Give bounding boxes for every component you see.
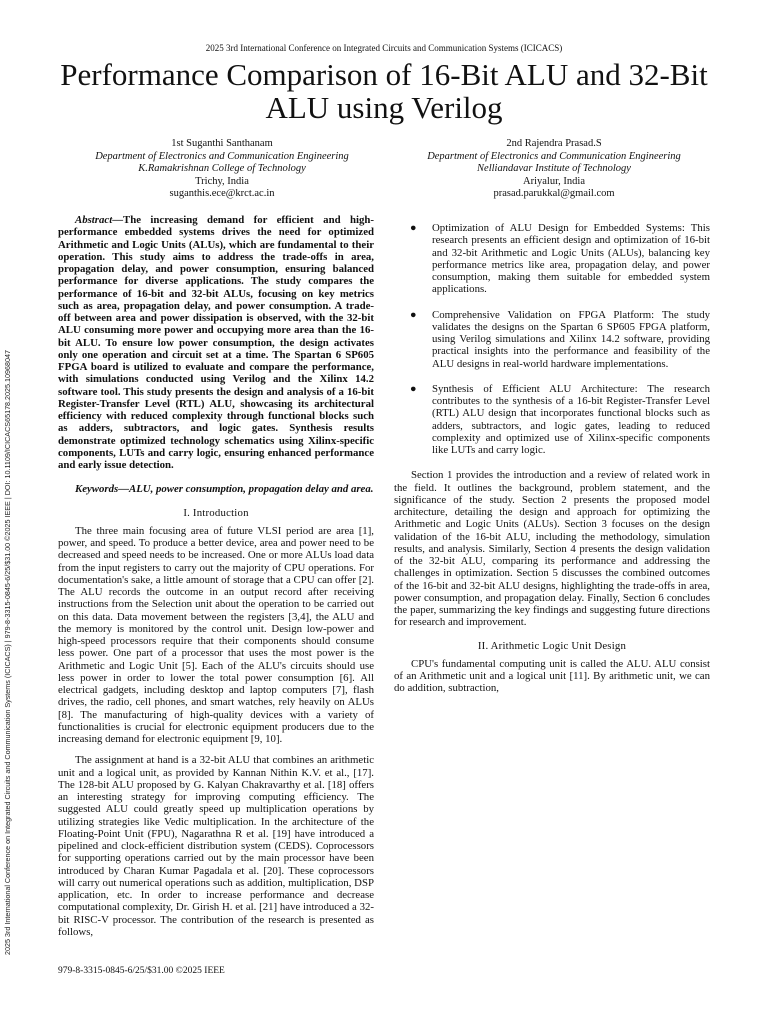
alu-paragraph: CPU's fundamental computing unit is called the ALU. ALU consist of an Arithmetic unit and a logical unit [11]. By arithmetic unit, we can do addition, subtraction, bbox=[394, 657, 710, 695]
bullet-icon: ● bbox=[410, 222, 417, 234]
abstract: Abstract—The increasing demand for efficient and high-performance embedded systems drives the need for optimized Arithmetic and Logic Units (ALUs), which are fundamental to their operation. This study aims to address the trade-offs in area, propagation delay, and power consumption, ensuring balanced performance for diverse applications. The study compares the performance of 16-bit and 32-bit ALUs, focusing on key metrics such as area, propagation delay, and power consumption. A trade-off between area and power dissipation is observed, with the 32-bit ALU consuming more power and occupying more area than the 16-bit ALU. To ensure low power consumption, the design activates only one operation and circuit set at a time. The Spartan 6 SP605 FPGA board is utilized to evaluate and compare the performance, with simulations conducted using Verilog and the Xilinx 14.2 software tool. This study presents the design and analysis of a 16-bit Register-Transfer Level (RTL) ALU, showcasing its architectural efficiency with reduced complexity through functional blocks such as adders, subtractors, and logic gates. Synthesis results demonstrate optimized technology schematics using Xilinx-specific components, LUTs and carry logic, ensuring enhanced performance and early issue detection. bbox=[58, 214, 374, 471]
contribution-text: Optimization of ALU Design for Embedded Systems: This research presents an efficient design and optimization of 16-bit and 32-bit Arithmetic and Logic Units (ALUs), balancing key performance metrics like area, propagation delay, and power consumption, making them suitable for embedded system applications. bbox=[432, 222, 710, 296]
keywords-text: ALU, power consumption, propagation delay and area. bbox=[129, 483, 374, 496]
right-column bbox=[394, 214, 710, 695]
author-location: Trichy, India bbox=[195, 175, 249, 187]
abstract-label: Abstract bbox=[75, 214, 113, 226]
section-heading: I. Introduction bbox=[183, 506, 249, 519]
keywords: Keywords—ALU, power consumption, propagation delay and area. bbox=[75, 483, 374, 496]
intro-paragraph-2: The assignment at hand is a 32-bit ALU that combines an arithmetic unit and a logical unit, as provided by Kannan Nithin K.V. et al., [17]. The 128-bit ALU proposed by G. Kalyan Chakravarthy et al. [18] offers an interesting strategy for improving computing efficiency. The suggested ALU could greatly speed up multiplication operations by utilizing strategies like Vedic multiplication. In the architecture of the Floating-Point Unit (FPU), Nagarathna R et al. [19] have introduced a pipelined and clock-efficient distribution system (CEDS). Coprocessors for supporting operations carried out by the main processor have been introduced by Charan Kumar Pagadala et al. [20]. These coprocessors will carry out numerical operations such as addition, multiplication, DSP application, etc. In order to increase performance and decrease computational complexity, Dr. Girish H. et al. [21] have introduced a 32-bit RISC-V processor. The contribution of the research is presented as follows, bbox=[58, 754, 374, 938]
paper-title: Performance Comparison of 16-Bit ALU and 32-Bit ALU using Verilog bbox=[60, 57, 708, 125]
copyright-footer: 979-8-3315-0845-6/25/$31.00 ©2025 IEEE bbox=[58, 966, 225, 976]
intro-paragraph-1: The three main focusing area of future VLSI period are area [1], power, and speed. To produce a better device, area and power need to be decreased and speed needs to be increased. One or more ALUs load data from the input registers to carry out the majority of CPU operations. For documentation's sake, a little amount of storage that a CPU can offer [2]. The ALU records the outcome in an output record after receiving instructions from the Selection unit about the operation to be carried out on this data. Data movement between the registers [3,4], the ALU and the memory is monitored by the control unit. Design low-power and high-speed processors require that their components should consume less power. One part of a processor that uses the most power is the Arithmetic and Logic Unit [5]. Each of the ALU's circuits should use less power in order to lower the total power consumption [6]. All electrical gadgets, including desktop and laptop computers [7], flash drives, the radio, cell phones, and smart watches, rely heavily on ALUs [8]. The manufacturing of high-quality devices with a variety of functionalities is crucial for electronic equipment producers due to the increasing demand for electronic equipment [9, 10]. bbox=[58, 524, 374, 745]
section-heading: II. Arithmetic Logic Unit Design bbox=[477, 639, 627, 652]
contribution-text: Comprehensive Validation on FPGA Platform: The study validates the designs on the Spartan 6 SP605 FPGA platform, using Verilog simulations and Xilinx 14.2 software, providing practical insights into the performance and feasibility of the ALU designs in real-world hardware implementations. bbox=[432, 308, 710, 370]
list-item bbox=[410, 308, 710, 370]
author-institution: K.Ramakrishnan College of Technology bbox=[138, 163, 306, 174]
conference-header: 2025 3rd International Conference on Integrated Circuits and Communication Systems (ICICACS) bbox=[205, 43, 563, 53]
author-email: suganthis.ece@krct.ac.in bbox=[169, 188, 275, 199]
author-email: prasad.parukkal@gmail.com bbox=[493, 188, 615, 199]
author-name: 2nd Rajendra Prasad.S bbox=[506, 138, 602, 149]
author-department: Department of Electronics and Communication Engineering bbox=[427, 150, 681, 162]
list-item bbox=[410, 382, 710, 457]
abstract-text: The increasing demand for efficient and high-performance embedded systems drives the need for optimized Arithmetic and Logic Units (ALUs), which are fundamental to their operation. This study aims to address the trade-offs in area, propagation delay, and power consumption, ensuring balanced performance for diverse applications. The study compares the performance of 16-bit and 32-bit ALUs, focusing on key metrics such as area, propagation delay, and power consumption. A trade-off between area and power dissipation is observed, with the 32-bit ALU consuming more power and occupying more area than the 16-bit ALU. To ensure low power consumption, the design activates only one operation and circuit set at a time. The Spartan 6 SP605 FPGA board is utilized to evaluate and compare the performance, with simulations conducted using Verilog and the Xilinx 14.2 software tool. This study presents the design and analysis of a 16-bit Register-Transfer Level (RTL) ALU, showcasing its architectural efficiency with reduced complexity through functional blocks such as adders, subtractors, and logic gates. Synthesis results demonstrate optimized technology schematics using Xilinx-specific components, LUTs and carry logic, ensuring enhanced performance and early issue detection. bbox=[58, 214, 374, 471]
bullet-icon: ● bbox=[410, 382, 417, 395]
author-2 bbox=[384, 138, 724, 201]
keywords-label: Keywords bbox=[75, 483, 119, 496]
organization-paragraph: Section 1 provides the introduction and a review of related work in the field. It outlines the background, problem statement, and the significance of the study. Section 2 presents the proposed model architecture, detailing the design and approach for optimizing the Arithmetic and Logic Units (ALUs). Section 3 focuses on the design validation of the 16-bit ALU, including the methodology, simulation results, and analysis. Similarly, Section 4 presents the design validation of the 32-bit ALU, comparing its performance and addressing the challenges in optimization. Section 5 discusses the combined outcomes of the 16-bit and 32-bit ALU designs, highlighting the trade-offs in area, power consumption, and propagation delay. Finally, Section 6 concludes the paper, summarizing the key findings and suggesting future directions for research and improvement. bbox=[394, 469, 710, 629]
doi-sidebar: 2025 3rd International Conference on Integrated Circuits and Communication Systems (ICICACS) | 979-8-3315-0845-6/25/$31.00 ©2025 IEEE | DOI: 10.1109/ICICACS65178.2025.10968047 bbox=[3, 349, 12, 955]
author-institution: Nelliandavar Institute of Technology bbox=[477, 163, 631, 174]
author-department: Department of Electronics and Communication Engineering bbox=[95, 150, 349, 162]
contribution-text: Synthesis of Efficient ALU Architecture: The research contributes to the synthesis of a 16-bit Register-Transfer Level (RTL) ALU design that incorporates functional blocks such as adders, subtractors, and logic gates, leading to reduced complexity and optimized use of Xilinx-specific components like LUTs and carry logic. bbox=[432, 382, 710, 456]
author-name: 1st Suganthi Santhanam bbox=[171, 138, 273, 149]
contribution-list bbox=[394, 222, 710, 456]
left-column bbox=[58, 214, 374, 938]
author-location: Ariyalur, India bbox=[523, 175, 585, 187]
author-1 bbox=[52, 138, 392, 201]
bullet-icon: ● bbox=[410, 308, 417, 321]
list-item bbox=[410, 222, 710, 296]
